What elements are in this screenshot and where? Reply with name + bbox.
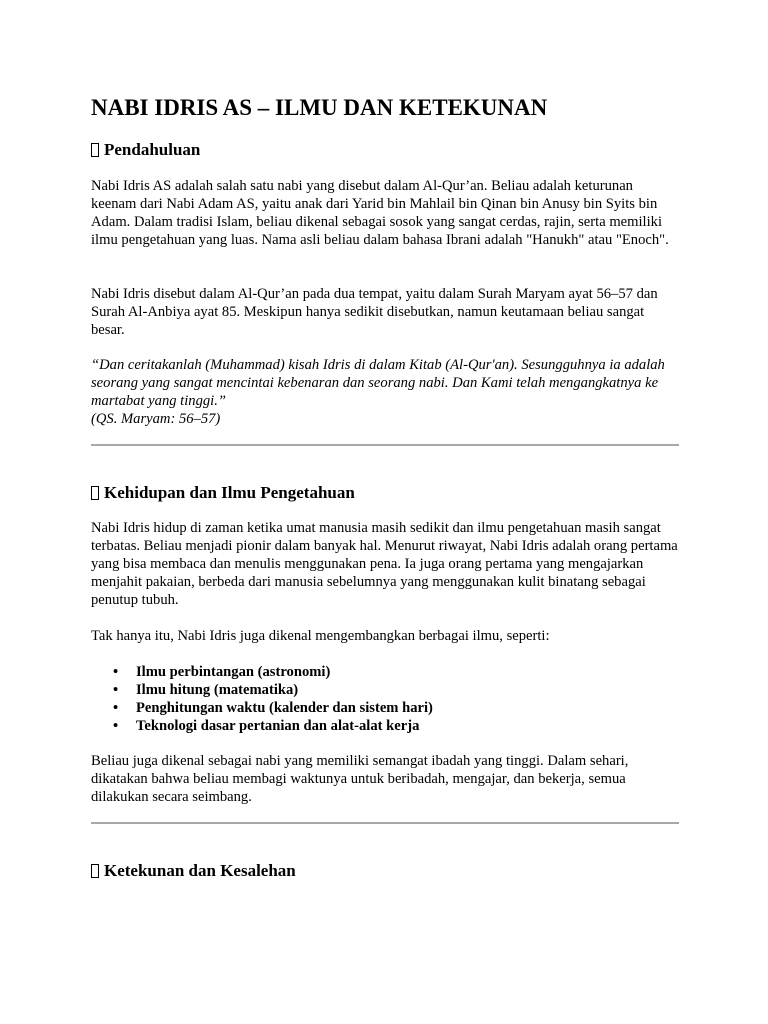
quote-text: “Dan ceritakanlah (Muhammad) kisah Idris di dalam Kitab (Al-Qur'an). Sesungguhnya ia adalah seorang yang sangat mencintai kebenaran dan seorang nabi. Dan Kami telah mengangkatnya ke martabat yang tinggi.” [91, 357, 665, 409]
section-heading-ketekunan [91, 860, 296, 882]
section-heading-kehidupan [91, 482, 355, 504]
section-heading-text: Ketekunan dan Kesalehan [104, 861, 296, 880]
list-item: • Ilmu hitung (matematika) [113, 682, 299, 698]
knowledge-list [91, 663, 433, 735]
document-title: NABI IDRIS AS – ILMU DAN KETEKUNAN [91, 95, 548, 120]
list-item: • Teknologi dasar pertanian dan alat-alat kerja [113, 718, 420, 734]
bullet-icon: • [113, 664, 119, 680]
section-heading-text: Pendahuluan [104, 140, 201, 159]
quote-block [91, 356, 681, 428]
section-divider [91, 444, 679, 446]
bullet-icon: • [113, 718, 119, 734]
paragraph: Tak hanya itu, Nabi Idris juga dikenal mengembangkan berbagai ilmu, seperti: [91, 628, 550, 644]
section-heading-text: Kehidupan dan Ilmu Pengetahuan [104, 483, 355, 502]
paragraph: Beliau juga dikenal sebagai nabi yang memiliki semangat ibadah yang tinggi. Dalam sehari, dikatakan bahwa beliau membagi waktunya untuk beribadah, mengajar, dan bekerja, semua dilakukan secara seimbang. [91, 753, 629, 805]
missing-glyph-icon [91, 486, 99, 500]
section-heading-pendahuluan [91, 139, 200, 161]
list-item: • Ilmu perbintangan (astronomi) [113, 664, 331, 680]
bullet-icon: • [113, 700, 119, 716]
paragraph: Nabi Idris disebut dalam Al-Qur’an pada dua tempat, yaitu dalam Surah Maryam ayat 56–57 dan Surah Al-Anbiya ayat 85. Meskipun hanya sedikit disebutkan, namun keutamaan beliau sangat besar. [91, 286, 658, 338]
paragraph: Nabi Idris AS adalah salah satu nabi yang disebut dalam Al-Qur’an. Beliau adalah keturunan keenam dari Nabi Adam AS, yaitu anak dari Yarid bin Mahlail bin Qinan bin Anusy bin Syits bin Adam. Dalam tradisi Islam, beliau dikenal sebagai sosok yang sangat cerdas, rajin, serta memiliki ilmu pengetahuan yang luas. Nama asli beliau dalam bahasa Ibrani adalah "Hanukh" atau "Enoch". [91, 178, 669, 248]
list-item: • Penghitungan waktu (kalender dan sistem hari) [113, 700, 433, 716]
paragraph: Nabi Idris hidup di zaman ketika umat manusia masih sedikit dan ilmu pengetahuan masih sangat terbatas. Beliau menjadi pionir dalam banyak hal. Menurut riwayat, Nabi Idris adalah orang pertama yang bisa membaca dan menulis menggunakan pena. Ia juga orang pertama yang mengajarkan menjahit pakaian, berbeda dari manusia sebelumnya yang menggunakan kulit binatang sebagai penutup tubuh. [91, 520, 678, 608]
missing-glyph-icon [91, 864, 99, 878]
missing-glyph-icon [91, 143, 99, 157]
section-divider [91, 822, 679, 824]
quote-source: (QS. Maryam: 56–57) [91, 411, 221, 427]
bullet-icon: • [113, 682, 119, 698]
